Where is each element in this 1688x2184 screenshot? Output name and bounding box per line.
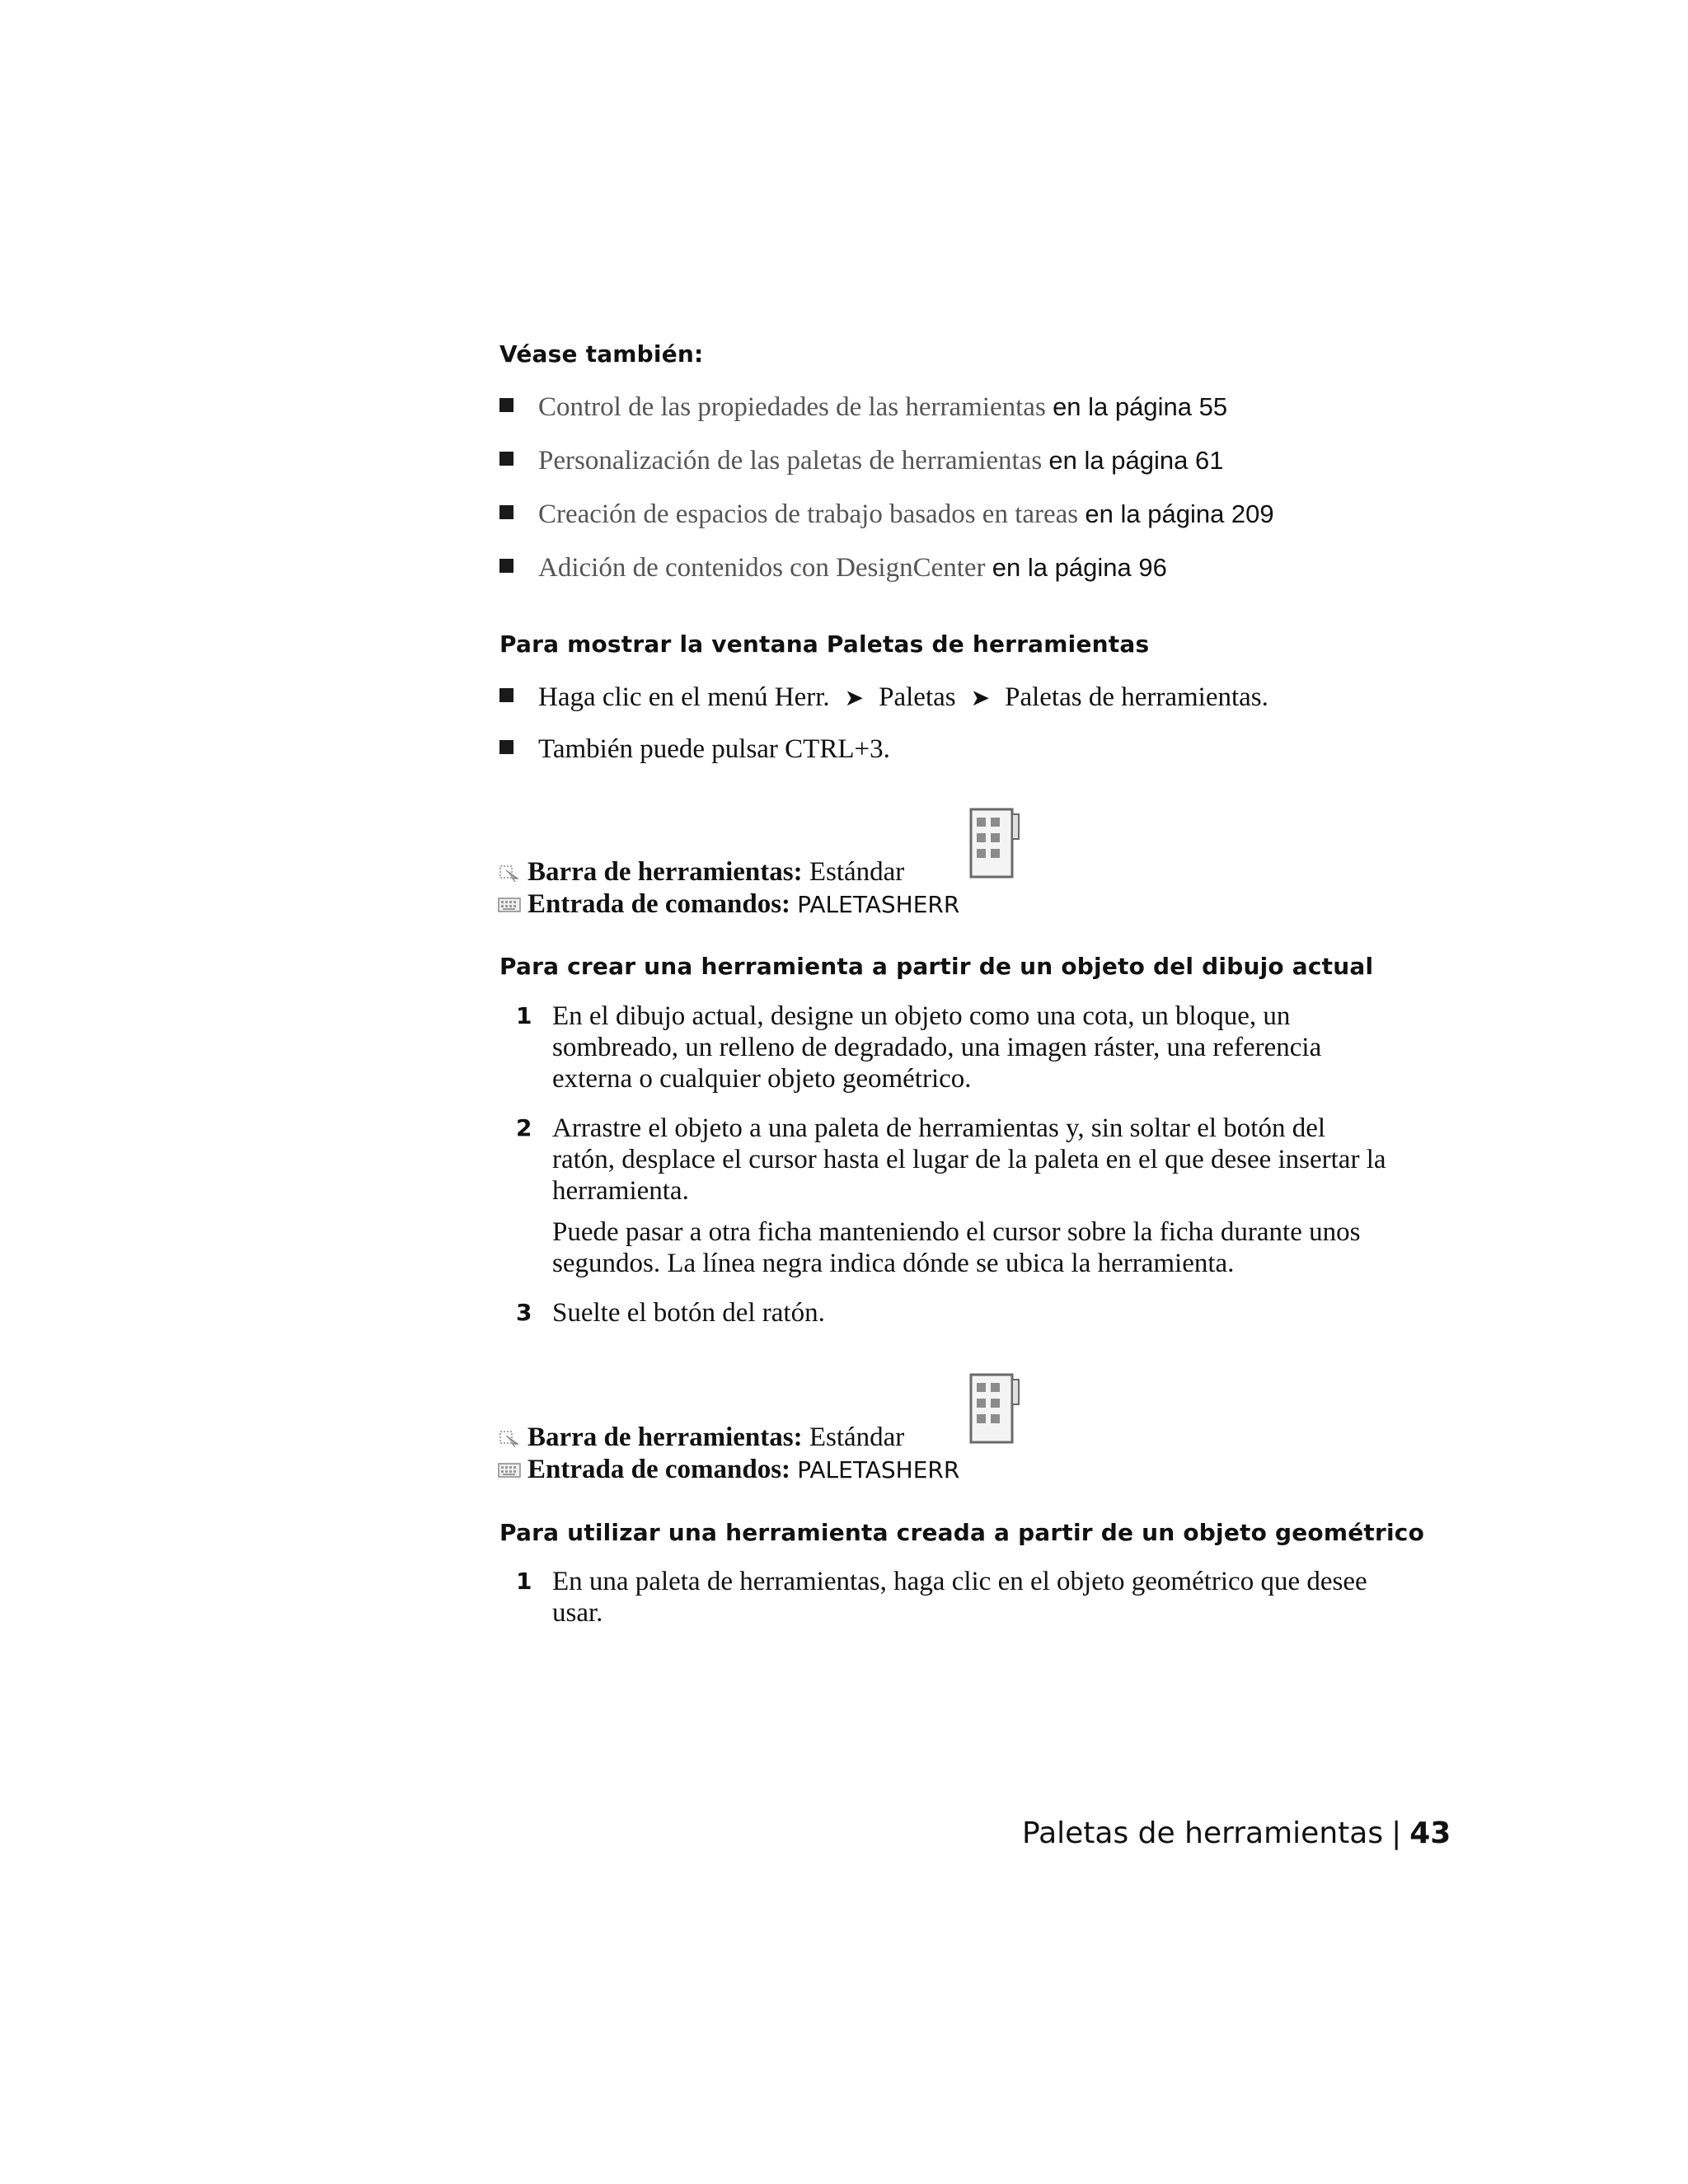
command-line (498, 1453, 959, 1487)
bullet-square-icon (499, 740, 513, 754)
bullet-square-icon (499, 505, 513, 519)
keyboard-icon (498, 1461, 521, 1479)
shortcut-text: También puede pulsar CTRL+3. (538, 734, 890, 764)
show-window-shortcut (499, 733, 890, 766)
command-value: PALETASHERR (797, 1456, 960, 1483)
create-tool-heading: Para crear una herramienta a partir de un objeto del dibujo actual (499, 953, 1374, 980)
see-also-link[interactable]: Personalización de las paletas de herramientas (538, 446, 1043, 476)
see-also-link[interactable]: Control de las propiedades de las herramientas (538, 392, 1046, 422)
use-tool-heading: Para utilizar una herramienta creada a partir de un objeto geométrico (499, 1519, 1425, 1546)
page-reference: en la página 55 (1053, 392, 1228, 421)
command-line (498, 888, 959, 921)
toolbar-value: Estándar (809, 1422, 905, 1452)
use-step-1 (516, 1566, 1390, 1629)
toolbar-line (498, 1421, 904, 1454)
see-also-link[interactable]: Adición de contenidos con DesignCenter (538, 553, 986, 583)
see-also-item (499, 551, 1167, 584)
see-also-heading: Véase también: (499, 340, 704, 368)
see-also-item (499, 498, 1274, 531)
step-text: En una paleta de herramientas, haga clic en el objeto geométrico que desee usar. (552, 1567, 1367, 1628)
toolbar-value: Estándar (809, 857, 905, 887)
step-note: Puede pasar a otra ficha manteniendo el cursor sobre la ficha durante unos segundos. La línea negra indica dónde se ubica la herramienta. (552, 1217, 1361, 1278)
tool-palettes-icon (969, 806, 1020, 880)
toolbar-label: Barra de herramientas: (528, 857, 803, 887)
step-number: 1 (516, 1002, 532, 1029)
step-text: Arrastre el objeto a una paleta de herramientas y, sin soltar el botón del ratón, desplace el cursor hasta el lugar de la paleta en el que desee insertar la herramienta. (552, 1113, 1386, 1206)
menu-path-paletas: Paletas (879, 682, 956, 712)
show-window-step (499, 681, 1268, 715)
footer-section: Paletas de herramientas (1022, 1816, 1384, 1850)
toolbar-line (498, 855, 904, 888)
arrow-right-icon: ➤ (844, 686, 865, 711)
menu-intro: Haga clic en el menú Herr. (538, 682, 830, 712)
page-number: 43 (1409, 1816, 1451, 1850)
step-text: En el dibujo actual, designe un objeto como una cota, un bloque, un sombreado, un relleno de degradado, una imagen ráster, una referencia externa o cualquier objeto geométrico. (552, 1001, 1322, 1094)
command-label: Entrada de comandos: (528, 1455, 791, 1484)
bullet-square-icon (499, 688, 513, 702)
page-footer (1022, 1816, 1451, 1850)
bullet-square-icon (499, 398, 513, 412)
step-number: 3 (516, 1299, 532, 1326)
keyboard-icon (498, 896, 521, 914)
page-reference: en la página 209 (1085, 499, 1274, 528)
command-label: Entrada de comandos: (528, 889, 791, 919)
create-step-2 (516, 1113, 1390, 1279)
show-window-heading: Para mostrar la ventana Paletas de herramientas (499, 630, 1150, 658)
toolbar-icon (498, 1429, 521, 1447)
see-also-item (499, 444, 1223, 477)
footer-separator: | (1391, 1816, 1402, 1850)
menu-path-paletas-herramientas: Paletas de herramientas. (1005, 682, 1268, 712)
toolbar-icon (498, 864, 521, 882)
toolbar-label: Barra de herramientas: (528, 1422, 803, 1452)
create-step-1 (516, 1001, 1390, 1094)
step-number: 1 (516, 1568, 532, 1595)
see-also-item (499, 391, 1227, 424)
see-also-link[interactable]: Creación de espacios de trabajo basados en tareas (538, 499, 1085, 529)
tool-palettes-icon (969, 1371, 1020, 1446)
bullet-square-icon (499, 452, 513, 466)
page-reference: en la página 96 (992, 553, 1167, 582)
create-step-3 (516, 1297, 1390, 1329)
step-text: Suelte el botón del ratón. (552, 1298, 825, 1328)
bullet-square-icon (499, 559, 513, 573)
arrow-right-icon: ➤ (970, 686, 991, 711)
page-reference: en la página 61 (1048, 446, 1224, 475)
step-number: 2 (516, 1114, 532, 1141)
command-value: PALETASHERR (797, 891, 960, 918)
